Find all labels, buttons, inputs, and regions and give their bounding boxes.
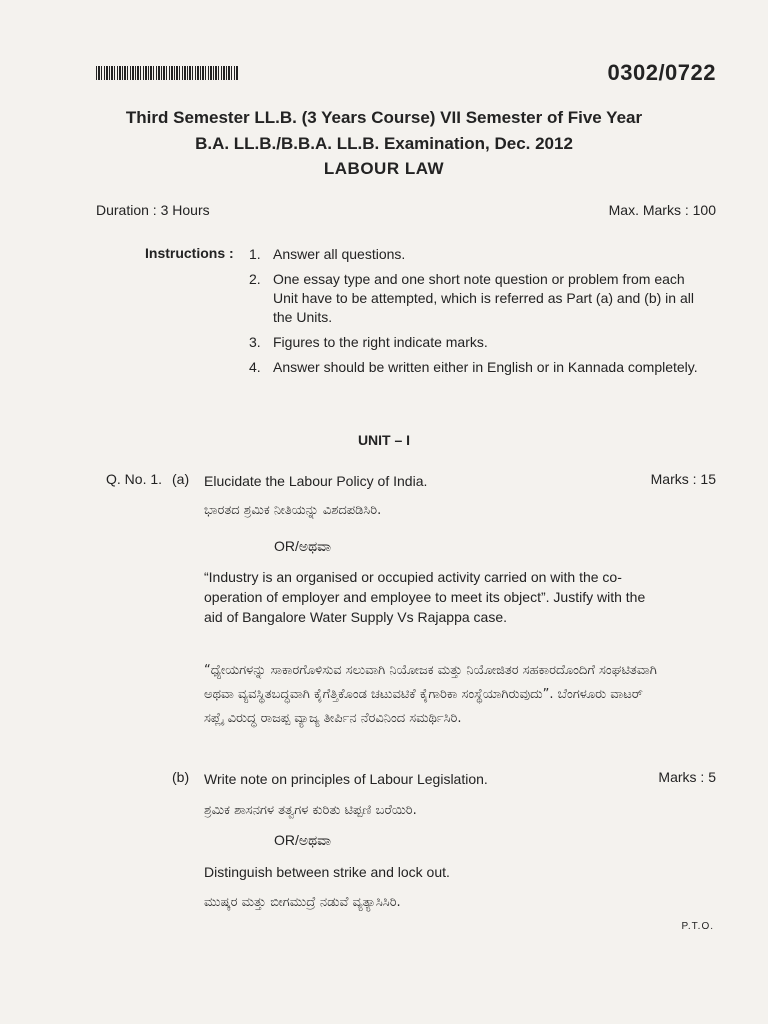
part-b-question: Write note on principles of Labour Legislation. [204,771,488,787]
part-a-label: (a) [172,471,190,487]
unit-heading: UNIT – I [357,432,411,448]
instruction-number: 2. [249,271,261,287]
instruction-text: One essay type and one short note question or problem from each Unit have to be attempted, which is referred as Part (a) and (b) in all the Units. [273,271,694,325]
instruction-item [249,270,699,327]
part-a-or: OR/ಅಥವಾ [274,538,332,554]
part-b-label: (b) [172,769,190,785]
instruction-text: Answer all questions. [273,246,406,262]
duration: Duration : 3 Hours [96,202,210,218]
part-a-marks: Marks : 15 [650,471,716,487]
instructions-label: Instructions : [145,245,234,261]
instruction-number: 4. [249,359,261,375]
part-a-alt-kannada: “ಧ್ಯೇಯಗಳನ್ನು ಸಾಕಾರಗೊಳಿಸುವ ಸಲುವಾಗಿ ನಿಯೋಜಕ ಮತ್ತು ನಿಯೋಜಿತರ ಸಹಕಾರದೊಂದಿಗೆ ಸಂಘಟಿತವಾಗಿ ಅಥವಾ ವ್ಯವಸ್ಥಿತಬದ್ಧವಾಗಿ ಕೈಗೆತ್ತಿಕೊಂಡ ಚಟುವಟಿಕೆ ಕೈಗಾರಿಕಾ ಸಂಸ್ಥೆಯಾಗಿರುವುದು”. ಬೆಂಗಳೂರು ವಾಟರ್ ಸಪ್ಲೈ ವಿರುದ್ಧ ರಾಜಪ್ಪ ವ್ಯಾಜ್ಯ ತೀರ್ಪಿನ ನೆರವಿನಿಂದ ಸಮರ್ಥಿಸಿರಿ. [204,663,657,726]
paper-code: 0302/0722 [607,60,716,85]
instruction-item [249,245,699,264]
instruction-number: 1. [249,246,261,262]
part-a-kannada: ಭಾರತದ ಶ್ರಮಿಕ ನೀತಿಯನ್ನು ವಿಶದಪಡಿಸಿರಿ. [204,503,382,518]
pto-label: P.T.O. [681,921,714,932]
instruction-number: 3. [249,334,261,350]
part-b-alt-kannada: ಮುಷ್ಕರ ಮತ್ತು ಬೀಗಮುದ್ರೆ ನಡುವೆ ವ್ಯತ್ಯಾಸಿಸಿರಿ. [204,895,401,910]
exam-title-line1: Third Semester LL.B. (3 Years Course) VII Semester of Five Year [125,108,643,127]
part-a-question: Elucidate the Labour Policy of India. [204,473,428,489]
part-b-kannada: ಶ್ರಮಿಕ ಶಾಸನಗಳ ತತ್ವಗಳ ಕುರಿತು ಟಿಪ್ಪಣಿ ಬರೆಯಿರಿ. [204,803,417,818]
part-a-alt-question: “Industry is an organised or occupied activity carried on with the co-operation of employer and employee to meet its object”. Justify with the aid of Bangalore Water Supply Vs Rajappa case. [204,569,646,625]
instruction-text: Figures to the right indicate marks. [273,334,488,350]
exam-title-line2: B.A. LL.B./B.B.A. LL.B. Examination, Dec. 2012 [195,134,573,153]
instruction-item [249,358,699,377]
max-marks: Max. Marks : 100 [608,202,716,218]
barcode [96,66,238,80]
part-b-or: OR/ಅಥವಾ [274,832,332,848]
part-b-alt-question: Distinguish between strike and lock out. [204,864,450,880]
instructions-list [249,245,699,383]
part-b-marks: Marks : 5 [658,769,716,785]
instruction-text: Answer should be written either in English or in Kannada completely. [273,359,698,375]
subject-title: LABOUR LAW [323,159,445,178]
instruction-item [249,333,699,352]
question-number: Q. No. 1. [106,471,163,487]
